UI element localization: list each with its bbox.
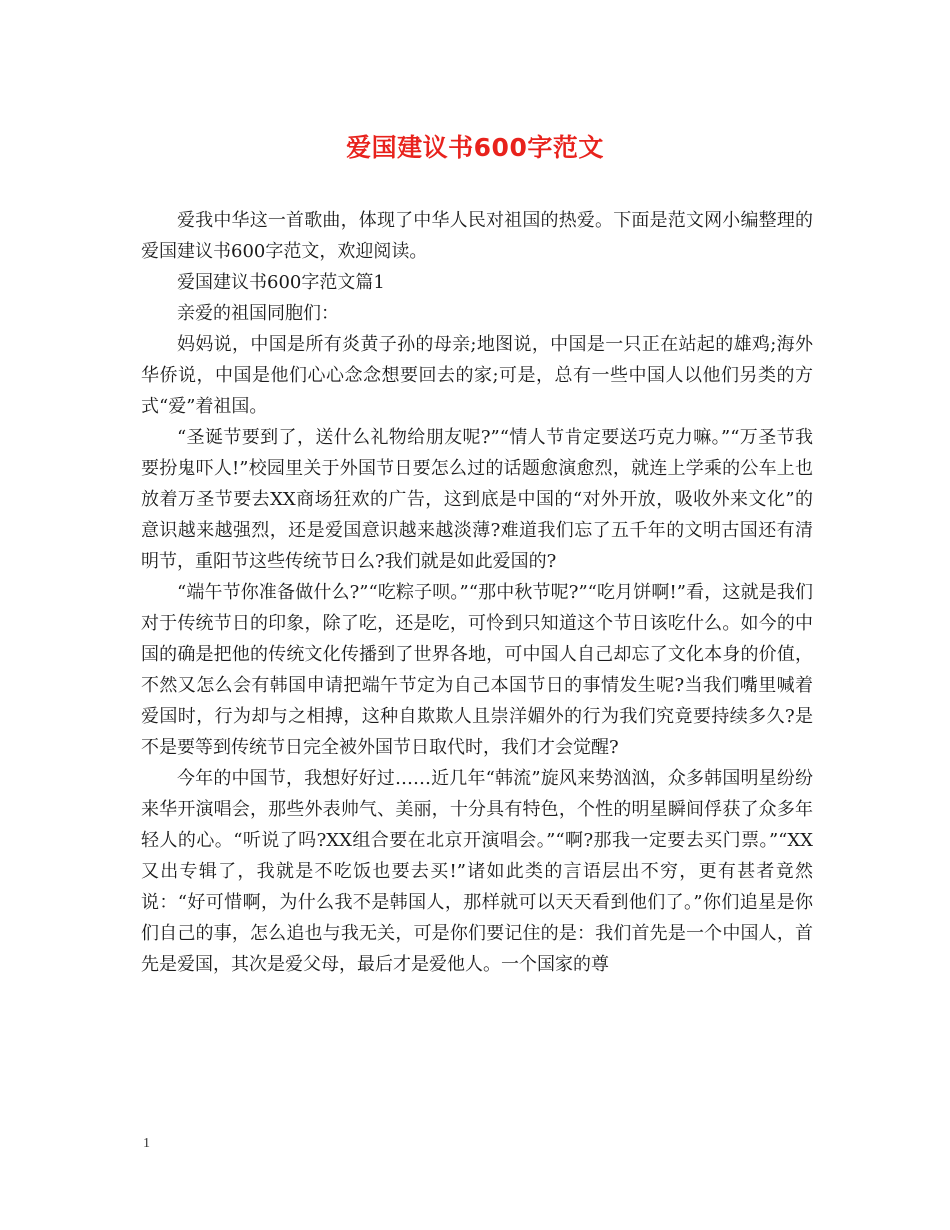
paragraph-section-heading: 爱国建议书600字范文篇1 bbox=[177, 272, 385, 293]
document-body bbox=[141, 205, 813, 980]
page-number: 1 bbox=[143, 1136, 150, 1151]
paragraph-salutation: 亲爱的祖国同胞们： bbox=[177, 303, 339, 324]
paragraph-body: “圣诞节要到了，送什么礼物给朋友呢?”“情人节肯定要送巧克力嘛。”“万圣节我要扮鬼吓人!”校园里关于外国节日要怎么过的话题愈演愈烈，就连上学乘的公车上也放着万圣节要去XX商场狂欢的广告，这到底是中国的“对外开放，吸收外来文化”的意识越来越强烈，还是爱国意识越来越淡薄?难道我们忘了五千年的文明古国还有清明节，重阳节这些传统节日么?我们就是如此爱国的? bbox=[141, 427, 813, 572]
paragraph-body: “端午节你准备做什么?”“吃粽子呗。”“那中秋节呢?”“吃月饼啊!”看，这就是我们对于传统节日的印象，除了吃，还是吃，可怜到只知道这个节日该吃什么。如今的中国的确是把他的传统文化传播到了世界各地，可中国人自己却忘了文化本身的价值，不然又怎么会有韩国申请把端午节定为自己本国节日的事情发生呢?当我们嘴里喊着爱国时，行为却与之相搏，这种自欺欺人且崇洋媚外的行为我们究竟要持续多久?是不是要等到传统节日完全被外国节日取代时，我们才会觉醒? bbox=[141, 582, 813, 758]
paragraph-body: 妈妈说，中国是所有炎黄子孙的母亲;地图说，中国是一只正在站起的雄鸡;海外华侨说，中国是他们心心念念想要回去的家;可是，总有一些中国人以他们另类的方式“爱”着祖国。 bbox=[141, 334, 813, 417]
paragraph-intro: 爱我中华这一首歌曲，体现了中华人民对祖国的热爱。下面是范文网小编整理的爱国建议书600字范文，欢迎阅读。 bbox=[141, 210, 813, 262]
paragraph-body: 今年的中国节，我想好好过……近几年“韩流”旋风来势汹汹，众多韩国明星纷纷来华开演唱会，那些外表帅气、美丽，十分具有特色，个性的明星瞬间俘获了众多年轻人的心。“听说了吗?XX组合要在北京开演唱会。”“啊?那我一定要去买门票。”“XX又出专辑了，我就是不吃饭也要去买!”诸如此类的言语层出不穷，更有甚者竟然说：“好可惜啊，为什么我不是韩国人，那样就可以天天看到他们了。”你们追星是你们自己的事，怎么追也与我无关，可是你们要记住的是：我们首先是一个中国人，首先是爱国，其次是爱父母，最后才是爱他人。一个国家的尊 bbox=[141, 768, 813, 975]
document-title: 爱国建议书600字范文 bbox=[346, 133, 604, 162]
